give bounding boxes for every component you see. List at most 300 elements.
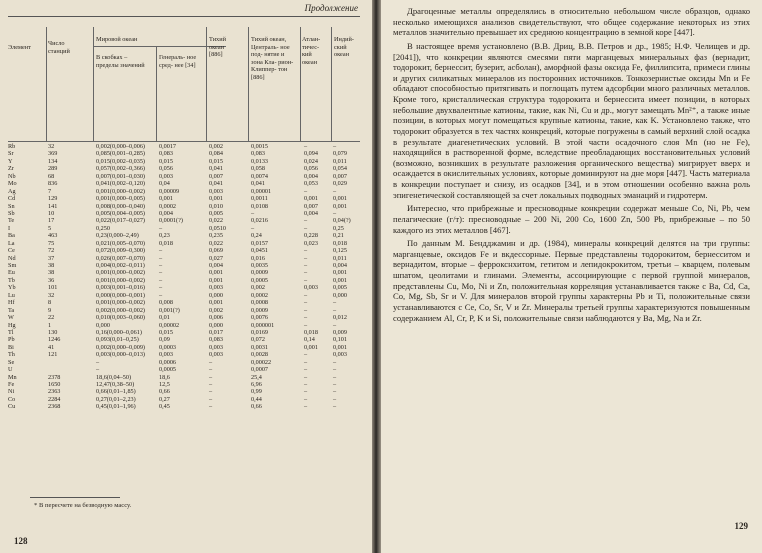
cell-general-mean: 0,0003 (159, 343, 177, 351)
cell-atlantic: – (304, 366, 308, 374)
cell-general-mean: – (159, 262, 163, 269)
table-row (8, 351, 358, 358)
paragraph: В настоящее время установлено (В.В. Дриц, В.В. Петров и др., 1985; Н.Ф. Челищев и др. [2041]), что конкреции являются смесями пяти марганцевых минеральных фаз (вернадит, тодорокит, бернессит, бузерит, асболан), аморфной фазы оксида Fe, филлипсита, примеси глины и других силикатных минералов из посторонних источников. Тонкозернистые оксиды Mn и Fe обладают способностью притягивать и поглощать путем адсорбции много различных металлов. Кроме того, кристаллическая структура тодорокита и бернессита имеет позиции, в которых небольшие двухвалентные катионы, такие, как Ni, Cu и др., могут замещать Mn²⁺, а также иные позиции, в которых могут помещаться крупные катионы, такие, как K. Установлено также, что тодорокит образуется в тех частях конкреций, которые погружены в самый верхний слой осадка в результате диагенетических условий. В этой части осадочного слоя Mn (но не Fe), находящийся в растворенной форме, вследствие преобладающих восстановительных условий (возможно, возникших в результате разложения органического вещества) мигрирует вверх и осаждается в окислительных условиях, которые доминируют на дне моря [447]. Часть материала в конкреции поступает и снизу, из осадков [34], и в этом отношении особенно важна роль эпигенетической составляющей за счет локальных подводных эманаций и гидротерм. (393, 40, 750, 200)
header-range: В скобках – пределы значений (96, 54, 145, 69)
left-page (0, 0, 372, 553)
cell-clarion: 0,0005 (251, 276, 269, 284)
cell-clarion: 0,00001 (251, 187, 272, 195)
table-row (8, 396, 358, 403)
page-number-left: 128 (14, 536, 28, 546)
cell-range: 0,041(0,002–0,120) (96, 180, 145, 188)
cell-general-mean: 0,09 (159, 336, 170, 344)
cell-station-count: 2378 (48, 373, 61, 381)
cell-range: 0,004(0,002–0,011) (96, 262, 145, 269)
cell-indian: 0,000 (333, 291, 347, 299)
cell-clarion: 0,0008 (251, 299, 269, 307)
cell-general-mean: 0,01 (159, 314, 170, 322)
paragraph: Драгоценные металлы определялись в относительно небольшом числе образцов, однако несколько имеющихся анализов свидетельствуют, что общее содержание некоторых из этих металлов значительно превышает их среднюю концентрацию в земной коре [447]. (393, 6, 750, 38)
cell-clarion: 0,0035 (251, 262, 269, 269)
cell-element: Bi (8, 343, 14, 351)
cell-pacific: 0,001 (209, 299, 223, 307)
cell-pacific: – (209, 395, 213, 403)
cell-range: 0,001(0,000–0,002) (96, 276, 145, 284)
cell-element: La (8, 239, 15, 247)
table-row (8, 314, 358, 321)
cell-indian: 0,011 (333, 254, 347, 262)
cell-range: 0,022(0,017–0,027) (96, 217, 145, 225)
cell-atlantic: – (304, 306, 308, 314)
cell-pacific: 0,083 (209, 336, 223, 344)
cell-station-count: 32 (48, 143, 55, 150)
table-row (8, 188, 358, 195)
cell-pacific: 0,015 (209, 157, 223, 165)
cell-indian: 0,04(?) (333, 217, 351, 225)
cell-range: 0,093(0,01–0,25) (96, 336, 139, 344)
cell-indian: – (333, 366, 337, 374)
cell-element: Nb (8, 172, 16, 180)
page-number-right: 129 (734, 521, 748, 531)
table-row (8, 322, 358, 329)
cell-station-count: 134 (48, 157, 58, 165)
cell-clarion: 0,0074 (251, 172, 269, 180)
cell-station-count: 41 (48, 343, 55, 351)
table-row (8, 344, 358, 351)
cell-station-count: 38 (48, 269, 55, 277)
cell-station-count: 17 (48, 217, 55, 225)
cell-station-count: 1246 (48, 336, 61, 344)
cell-indian: 0,007 (333, 172, 347, 180)
cell-atlantic: – (304, 403, 308, 411)
table-row (8, 374, 358, 381)
cell-atlantic: – (304, 291, 308, 299)
cell-range: 0,010(0,003–0,060) (96, 314, 145, 322)
cell-general-mean: 0,0006 (159, 358, 177, 366)
cell-element: Y (8, 157, 13, 165)
cell-station-count: 2363 (48, 388, 61, 396)
cell-atlantic: – (304, 247, 308, 255)
cell-indian: 0,001 (333, 195, 347, 203)
table-row (8, 158, 358, 165)
cell-range: 0,23(0,000–2,49) (96, 232, 139, 240)
cell-general-mean: 0,45 (159, 403, 170, 411)
cell-indian: – (333, 381, 337, 388)
cell-general-mean: 0,66 (159, 388, 170, 396)
cell-pacific: – (209, 388, 213, 396)
cell-range: 0,003(0,001–0,016) (96, 284, 145, 292)
cell-clarion: 0,44 (251, 395, 262, 403)
cell-clarion: 0,0157 (251, 239, 269, 247)
cell-clarion: 0,0009 (251, 269, 269, 277)
cell-range: 0,001(0,000–0,002) (96, 299, 145, 307)
cell-station-count: 2368 (48, 403, 61, 411)
cell-clarion: 0,000001 (251, 321, 275, 329)
cell-station-count: 289 (48, 165, 58, 173)
col-rule (300, 27, 301, 142)
col-rule (93, 27, 94, 142)
cell-general-mean: – (159, 291, 163, 299)
cell-pacific: 0,001 (209, 269, 223, 277)
cell-range: 0,057(0,002–0,366) (96, 165, 145, 173)
cell-atlantic: 0,024 (304, 157, 318, 165)
cell-general-mean: 0,008 (159, 299, 173, 307)
cell-indian: 0,054 (333, 165, 347, 173)
footnote: * В пересчете на безводную массу. (34, 502, 132, 509)
col-rule (248, 27, 249, 142)
cell-pacific: 0,003 (209, 187, 223, 195)
table-row (8, 262, 358, 269)
cell-station-count: 141 (48, 202, 58, 210)
cell-element: Tl (8, 328, 14, 336)
cell-clarion: 0,0169 (251, 328, 269, 336)
cell-pacific: 0,003 (209, 343, 223, 351)
cell-pacific: 0,017 (209, 328, 223, 336)
cell-station-count: 9 (48, 306, 52, 314)
cell-indian: 0,101 (333, 336, 347, 344)
cell-atlantic: 0,001 (304, 343, 318, 351)
cell-clarion: 0,0216 (251, 217, 269, 225)
cell-element: Nd (8, 254, 16, 262)
cell-pacific: 0,004 (209, 262, 223, 269)
cell-element: Eu (8, 269, 15, 277)
table-row (8, 292, 358, 299)
cell-indian: 0,001 (333, 269, 347, 277)
table-top-rule (8, 16, 360, 17)
cell-indian: 0,001 (333, 276, 347, 284)
cell-general-mean: 0,27 (159, 395, 170, 403)
cell-range: – (96, 366, 100, 374)
cell-atlantic: – (304, 373, 308, 381)
table-row (8, 366, 358, 373)
cell-element: Sb (8, 209, 15, 217)
cell-range: 0,250 (96, 224, 110, 232)
cell-atlantic: 0,056 (304, 165, 318, 173)
cell-range: 0,001(0,000–0,002) (96, 269, 145, 277)
table-row (8, 173, 358, 180)
header-bottom-rule (8, 141, 360, 142)
cell-pacific: 0,006 (209, 314, 223, 322)
cell-element: Sr (8, 150, 14, 158)
element-table-body (8, 143, 358, 411)
paragraph: По данным М. Бендджамин и др. (1984), минералы конкреций делятся на три группы: марганцевые, оксидов Fe и вкдессорные. Первые представлены тодорокитом, бернесситом и вернадитом, вторые – феррокснхитом, гетитом и лепидокрокитом, третьи – кварцем, полевым шпатом, цеолитами и глинами. Элементы, ассоциирующие с первой группой минералов, представлены Cu, Mo, Ni и Zn, положительная корреляция устанавливается также с Ba, Cd, Ca, Co, Mg, Sb, Sr и V. Для минералов второй группы характерны Pb и Ti, положительные связи устанавливаются с Ce, Co, Sr, V и Zr. Минералы третьей группы характеризуются повышенным содержанием Al, Cr, P, K и Si, положительные связи наблюдаются у Ba, Mg, Na и Zr. (393, 238, 750, 323)
cell-indian: 0,125 (333, 247, 347, 255)
cell-clarion: 0,0002 (251, 291, 269, 299)
cell-general-mean: – (159, 224, 163, 232)
cell-range: 0,003(0,000–0,013) (96, 351, 145, 359)
cell-atlantic: 0,023 (304, 239, 318, 247)
footnote-rule (30, 497, 120, 498)
cell-atlantic: – (304, 314, 308, 322)
cell-atlantic: – (304, 143, 308, 150)
cell-clarion: 25,4 (251, 373, 262, 381)
cell-clarion: – (251, 209, 255, 217)
cell-element: I (8, 224, 11, 232)
cell-indian: 0,011 (333, 157, 347, 165)
cell-element: Pb (8, 336, 15, 344)
cell-range: 0,66(0,01–1,85) (96, 388, 136, 396)
cell-element: Yb (8, 284, 16, 292)
cell-station-count: 1 (48, 321, 52, 329)
cell-range: 0,005(0,004–0,005) (96, 209, 145, 217)
cell-element: Sn (8, 202, 15, 210)
cell-range: 0,001(0,000–0,005) (96, 195, 145, 203)
cell-element: Fe (8, 381, 15, 388)
cell-atlantic: 0,018 (304, 328, 318, 336)
cell-range: 0,015(0,002–0,035) (96, 157, 145, 165)
cell-atlantic: 0,004 (304, 209, 318, 217)
cell-indian: – (333, 403, 337, 411)
cell-atlantic: 0,004 (304, 172, 318, 180)
cell-station-count: 7 (48, 187, 52, 195)
table-row (8, 336, 358, 343)
cell-element: Mn (8, 373, 17, 381)
col-rule (156, 47, 157, 142)
cell-element: Hf (8, 299, 15, 307)
cell-pacific: – (209, 403, 213, 411)
table-row (8, 180, 358, 187)
cell-range: 0,002(0,000–0,006) (96, 143, 145, 150)
col-rule (46, 27, 47, 142)
cell-indian: 0,079 (333, 150, 347, 158)
cell-general-mean: 0,004 (159, 209, 173, 217)
cell-range: 0,002(0,000–0,002) (96, 306, 145, 314)
cell-range: 0,002(0,000–0,009) (96, 343, 145, 351)
cell-clarion: 0,0007 (251, 366, 269, 374)
cell-atlantic: – (304, 187, 308, 195)
cell-indian: 0,009 (333, 328, 347, 336)
paragraph: Интересно, что прибрежные и пресноводные конкреции содержат меньше Co, Ni, Pb, чем пелагические (г/т): пресноводные – 200 Ni, 200 Co, 1600 Zn, 500 Pb, прибрежные – по 50 каждого из этих металлов [467]. (393, 203, 750, 235)
cell-atlantic: – (304, 254, 308, 262)
cell-general-mean: 0,001(?) (159, 306, 180, 314)
cell-element: Ag (8, 187, 16, 195)
cell-general-mean: 0,23 (159, 232, 170, 240)
cell-station-count: 38 (48, 262, 55, 269)
header-indian: Индий- ский океан (334, 36, 354, 59)
cell-indian: – (333, 373, 337, 381)
cell-atlantic: – (304, 321, 308, 329)
cell-general-mean: 0,083 (159, 150, 173, 158)
cell-element: Cu (8, 403, 16, 411)
cell-indian: – (333, 321, 337, 329)
cell-pacific: 0,000 (209, 321, 223, 329)
cell-pacific: 0,003 (209, 284, 223, 292)
cell-general-mean: – (159, 269, 163, 277)
cell-indian: 0,018 (333, 239, 347, 247)
table-row (8, 143, 358, 150)
cell-clarion: 0,0009 (251, 306, 269, 314)
cell-element: Lu (8, 291, 15, 299)
cell-indian: 0,012 (333, 314, 347, 322)
cell-pacific: 0,041 (209, 180, 223, 188)
book-gutter (372, 0, 381, 553)
cell-station-count: 129 (48, 195, 58, 203)
cell-general-mean: 0,056 (159, 165, 173, 173)
cell-atlantic: – (304, 395, 308, 403)
cell-clarion: 0,66 (251, 403, 262, 411)
cell-atlantic: – (304, 224, 308, 232)
cell-general-mean: 0,003 (159, 351, 173, 359)
cell-pacific: – (209, 373, 213, 381)
cell-clarion: 0,0451 (251, 247, 269, 255)
table-row (8, 225, 358, 232)
cell-clarion: 0,0031 (251, 343, 269, 351)
cell-pacific: 0,005 (209, 209, 223, 217)
cell-station-count: 369 (48, 150, 58, 158)
cell-clarion: 0,24 (251, 232, 262, 240)
cell-station-count: 8 (48, 299, 52, 307)
cell-element: U (8, 366, 13, 374)
cell-atlantic: 0,003 (304, 284, 318, 292)
cell-general-mean: 0,001 (159, 195, 173, 203)
cell-station-count: 836 (48, 180, 58, 188)
cell-indian: 0,25 (333, 224, 344, 232)
cell-station-count: 2284 (48, 395, 61, 403)
cell-element: Co (8, 395, 16, 403)
cell-clarion: 6,96 (251, 381, 262, 388)
cell-station-count: 1650 (48, 381, 61, 388)
cell-element: Ce (8, 247, 15, 255)
header-clarion: Тихий океан, Централь- ное под- нятие и зона Кла- рион- Клиппер- тон [886] (251, 36, 294, 81)
cell-indian: – (333, 358, 337, 366)
cell-station-count: 32 (48, 291, 55, 299)
cell-range: 12,47(0,38–50) (96, 381, 135, 388)
cell-indian: – (333, 306, 337, 314)
table-row (8, 203, 358, 210)
table-row (8, 255, 358, 262)
cell-station-count: 68 (48, 172, 55, 180)
cell-range: 0,085(0,001–0,285) (96, 150, 145, 158)
cell-clarion: 0,99 (251, 388, 262, 396)
cell-general-mean: 0,003 (159, 172, 173, 180)
table-row (8, 359, 358, 366)
col-rule (331, 27, 332, 142)
cell-element: Tb (8, 276, 15, 284)
cell-range: 0,000 (96, 321, 110, 329)
cell-indian: 0,001 (333, 343, 347, 351)
cell-indian: – (333, 395, 337, 403)
cell-indian: – (333, 143, 337, 150)
cell-general-mean: 0,015 (159, 328, 173, 336)
cell-atlantic: 0,228 (304, 232, 318, 240)
table-row (8, 277, 358, 284)
cell-general-mean: – (159, 284, 163, 292)
cell-station-count: 72 (48, 247, 55, 255)
cell-range: 0,021(0,005–0,070) (96, 239, 145, 247)
table-row (8, 388, 358, 395)
right-page (381, 0, 762, 553)
cell-range: 0,27(0,01–2,23) (96, 395, 136, 403)
cell-atlantic: – (304, 276, 308, 284)
table-row (8, 165, 358, 172)
cell-atlantic: – (304, 388, 308, 396)
cell-atlantic: – (304, 351, 308, 359)
cell-clarion: 0,0108 (251, 202, 269, 210)
cell-atlantic: – (304, 358, 308, 366)
cell-atlantic: 0,053 (304, 180, 318, 188)
table-row (8, 195, 358, 202)
cell-range: 0,072(0,009–0,300) (96, 247, 145, 255)
cell-clarion: 0,0076 (251, 314, 269, 322)
cell-range: 0,026(0,007–0,070) (96, 254, 145, 262)
cell-clarion: 0,0011 (251, 195, 268, 203)
table-row (8, 232, 358, 239)
cell-range: 0,001(0,000–0,002) (96, 187, 145, 195)
cell-general-mean: 0,018 (159, 239, 173, 247)
cell-pacific: 0,084 (209, 150, 223, 158)
cell-general-mean: 0,04 (159, 180, 170, 188)
continued-label: Продолжение (304, 3, 358, 13)
cell-station-count: 130 (48, 328, 58, 336)
cell-station-count: 75 (48, 239, 55, 247)
cell-element: Rb (8, 143, 16, 150)
header-world-ocean: Мировой океан (96, 36, 138, 43)
cell-atlantic: – (304, 262, 308, 269)
cell-pacific: – (209, 366, 213, 374)
cell-element: Sm (8, 262, 17, 269)
cell-pacific: 0,003 (209, 351, 223, 359)
header-atlantic: Атлан- тичес- кий океан (302, 36, 321, 66)
cell-clarion: 0,041 (251, 180, 265, 188)
cell-station-count: 121 (48, 351, 58, 359)
cell-element: Hg (8, 321, 16, 329)
cell-clarion: 0,0015 (251, 143, 269, 150)
cell-general-mean: 0,00009 (159, 187, 180, 195)
cell-indian: 0,001 (333, 202, 347, 210)
cell-station-count: 101 (48, 284, 58, 292)
table-row (8, 299, 358, 306)
cell-element: Cd (8, 195, 16, 203)
cell-range: 0,000(0,000–0,001) (96, 291, 145, 299)
cell-atlantic: 0,007 (304, 202, 318, 210)
cell-clarion: 0,0028 (251, 351, 269, 359)
cell-pacific: 0,000 (209, 291, 223, 299)
table-row (8, 247, 358, 254)
cell-station-count: 22 (48, 314, 55, 322)
cell-general-mean: 0,0017 (159, 143, 177, 150)
cell-element: Ni (8, 388, 15, 396)
cell-pacific: 0,002 (209, 306, 223, 314)
table-row (8, 217, 358, 224)
cell-general-mean: – (159, 276, 163, 284)
table-row (8, 329, 358, 336)
cell-pacific: 0,007 (209, 172, 223, 180)
table-row (8, 150, 358, 157)
cell-clarion: – (251, 224, 255, 232)
cell-element: Mo (8, 180, 17, 188)
cell-pacific: 0,069 (209, 247, 223, 255)
cell-clarion: 0,016 (251, 254, 265, 262)
table-row (8, 307, 358, 314)
cell-station-count: 10 (48, 209, 55, 217)
cell-indian: – (333, 209, 337, 217)
table-row (8, 210, 358, 217)
cell-clarion: 0,002 (251, 284, 265, 292)
cell-station-count: 5 (48, 224, 52, 232)
table-row (8, 269, 358, 276)
cell-element: W (8, 314, 14, 322)
cell-general-mean: – (159, 247, 163, 255)
cell-indian: 0,005 (333, 284, 347, 292)
col-rule (206, 27, 207, 142)
cell-general-mean: 0,0002 (159, 202, 177, 210)
cell-general-mean: 0,00002 (159, 321, 180, 329)
cell-atlantic: 0,094 (304, 150, 318, 158)
cell-station-count: 463 (48, 232, 58, 240)
header-station-count: Число станций (48, 40, 70, 55)
cell-range: 0,007(0,001–0,030) (96, 172, 145, 180)
cell-pacific: 0,001 (209, 276, 223, 284)
cell-general-mean: 18,6 (159, 373, 170, 381)
cell-pacific: 0,0510 (209, 224, 227, 232)
